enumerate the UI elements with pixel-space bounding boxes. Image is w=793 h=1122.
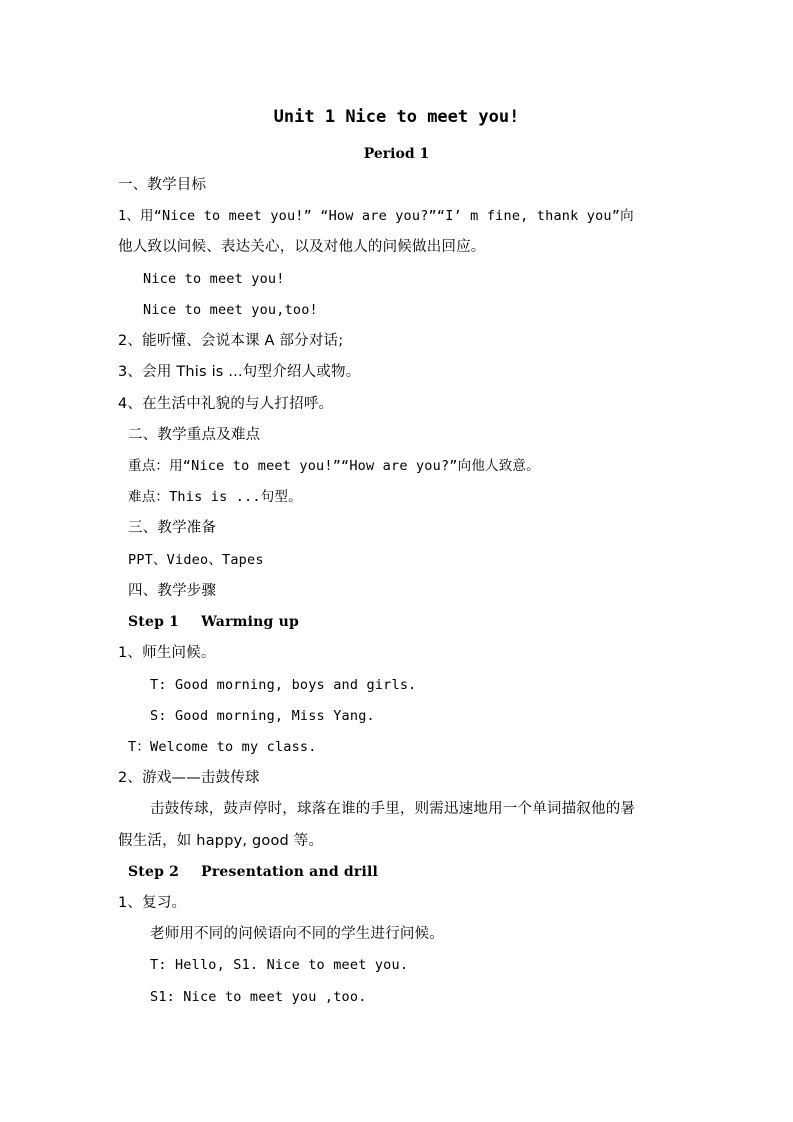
- step-1-dialog-2: S: Good morning, Miss Yang.: [150, 708, 375, 724]
- objective-1-line-1: 1、用“Nice to meet you!” “How are you?”“I’ m fine, thank you”向: [118, 208, 634, 224]
- game-description-line-1: 击鼓传球，鼓声停时，球落在谁的手里，则需迅速地用一个单词描叙他的暑: [150, 801, 636, 817]
- step-2-heading: [128, 862, 378, 882]
- difficult-point: 难点：This is ...句型。: [128, 489, 302, 505]
- step-2-name: Presentation and drill: [201, 864, 379, 880]
- game-description-line-2: 假生活，如 happy, good 等。: [118, 833, 324, 849]
- objective-2: 2、能听懂、会说本课 A 部分对话;: [118, 333, 344, 349]
- document-title: Unit 1 Nice to meet you!: [273, 107, 520, 127]
- example-sentence-1: Nice to meet you!: [143, 271, 285, 287]
- step-1-dialog-1: T: Good morning, boys and girls.: [150, 677, 417, 693]
- objective-3: 3、会用 This is ...句型介绍人或物。: [118, 364, 361, 380]
- section-heading-procedure: 四、教学步骤: [128, 583, 217, 599]
- step-1-item-2: 2、游戏——击鼓传球: [118, 770, 260, 786]
- step-1-label: Step 1: [128, 614, 180, 630]
- section-heading-objectives: 一、教学目标: [118, 177, 207, 193]
- materials-list: PPT、Video、Tapes: [128, 552, 264, 568]
- step-2-item-1: 1、复习。: [118, 895, 187, 911]
- step-1-heading: [128, 612, 299, 632]
- objective-4: 4、在生活中礼貌的与人打招呼。: [118, 396, 334, 412]
- section-heading-preparation: 三、教学准备: [128, 520, 217, 536]
- step-2-dialog-2: S1: Nice to meet you ,too.: [150, 989, 367, 1005]
- key-point: 重点：用“Nice to meet you!”“How are you?”向他人致意。: [128, 458, 540, 474]
- example-sentence-2: Nice to meet you,too!: [143, 302, 318, 318]
- section-heading-key-points: 二、教学重点及难点: [128, 427, 261, 443]
- step-1-name: Warming up: [201, 614, 299, 630]
- step-2-description: 老师用不同的问候语向不同的学生进行问候。: [150, 926, 444, 942]
- step-2-dialog-1: T: Hello, S1. Nice to meet you.: [150, 957, 409, 973]
- step-1-item-1: 1、师生问候。: [118, 645, 216, 661]
- period-heading: Period 1: [363, 146, 430, 162]
- step-2-label: Step 2: [128, 864, 180, 880]
- step-1-dialog-3: T：Welcome to my class.: [128, 739, 317, 755]
- objective-1-line-2: 他人致以问候、表达关心，以及对他人的问候做出回应。: [118, 239, 486, 255]
